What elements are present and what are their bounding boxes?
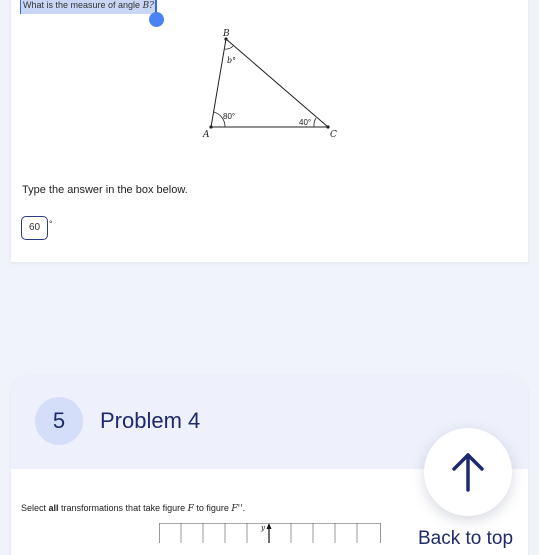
angle-c-arc: [314, 118, 316, 127]
y-axis-label: y: [261, 524, 265, 532]
vertex-a-label: A: [203, 130, 210, 140]
angle-c-value: 40°: [299, 118, 312, 127]
selection-handle[interactable]: [149, 12, 164, 27]
triangle-diagram: [195, 26, 345, 141]
angle-b-value: b°: [227, 56, 237, 65]
instruction-part-3: to figure: [193, 503, 232, 513]
vertex-c-point: [326, 125, 329, 128]
vertex-c-label: C: [330, 130, 337, 140]
instruction-part-2: transformations that take figure: [58, 503, 188, 513]
question-text-label: What is the measure of angle: [23, 0, 143, 10]
angle-b-arc: [224, 46, 233, 49]
problem-instruction: [21, 503, 245, 514]
answer-input[interactable]: 60: [21, 216, 48, 240]
answer-unit: °: [49, 219, 53, 229]
arrow-up-icon: [451, 452, 485, 492]
instruction-bold: all: [48, 503, 59, 513]
y-axis-arrow-icon: [267, 523, 272, 529]
vertex-a-point: [209, 125, 212, 128]
back-to-top-button[interactable]: [424, 428, 512, 516]
answer-prompt: Type the answer in the box below.: [22, 184, 188, 196]
figure-f-double-prime: F'': [231, 504, 243, 514]
figure-f: F: [187, 504, 194, 514]
question-math: B?: [142, 1, 155, 11]
vertex-b-label: B: [223, 29, 230, 39]
angle-a-value: 80°: [223, 112, 236, 121]
question-text[interactable]: [21, 0, 157, 14]
instruction-part-1: Select: [21, 503, 49, 513]
problem-title: Problem 4: [100, 408, 201, 433]
problem-number-badge: 5: [35, 397, 83, 445]
back-to-top-label[interactable]: Back to top: [418, 528, 514, 549]
coordinate-grid: [159, 523, 381, 543]
instruction-end: .: [242, 503, 246, 513]
